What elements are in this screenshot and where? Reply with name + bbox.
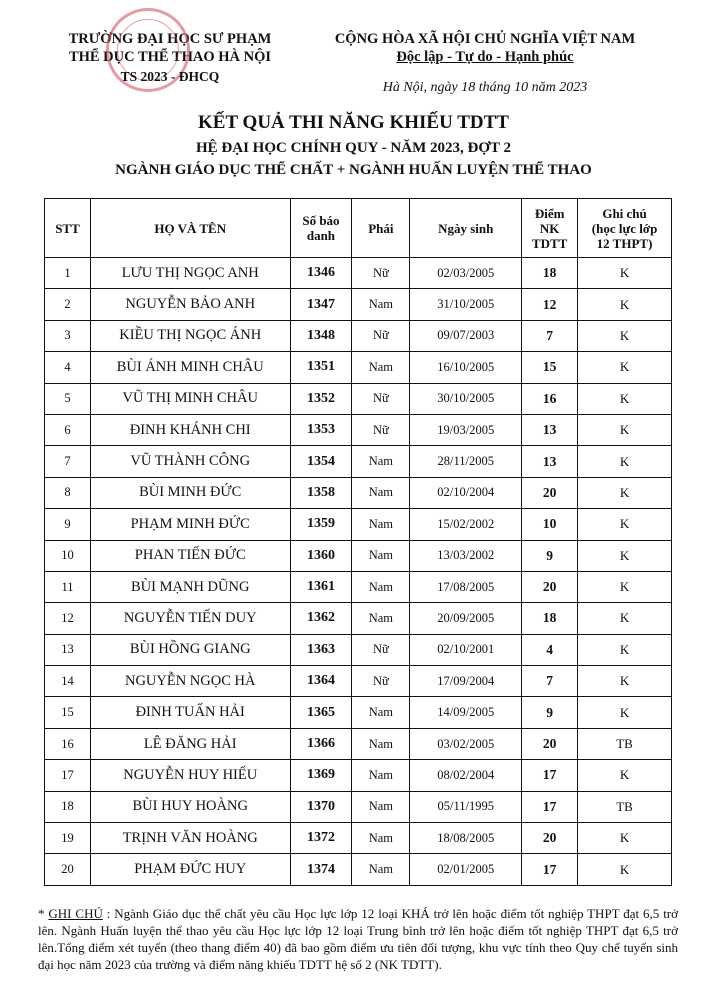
cell-stt: 5 <box>45 383 91 414</box>
table-row <box>45 414 672 445</box>
cell-gender: Nam <box>352 540 410 571</box>
cell-dob: 19/03/2005 <box>410 414 522 445</box>
cell-dob: 03/02/2005 <box>410 728 522 759</box>
cell-dob: 17/09/2004 <box>410 666 522 697</box>
table-row <box>45 760 672 791</box>
cell-note: K <box>578 571 672 602</box>
cell-gender: Nữ <box>352 666 410 697</box>
cell-score: 4 <box>522 634 578 665</box>
cell-sbd: 1364 <box>290 666 352 697</box>
cell-score: 13 <box>522 446 578 477</box>
cell-name: BÙI HỒNG GIANG <box>90 634 290 665</box>
cell-sbd: 1358 <box>290 477 352 508</box>
table-row <box>45 697 672 728</box>
cell-stt: 8 <box>45 477 91 508</box>
cell-dob: 16/10/2005 <box>410 352 522 383</box>
table-row <box>45 728 672 759</box>
cell-dob: 02/03/2005 <box>410 258 522 289</box>
cell-sbd: 1374 <box>290 854 352 885</box>
table-row <box>45 477 672 508</box>
cell-sbd: 1353 <box>290 414 352 445</box>
col-header-note: Ghi chú (học lực lớp 12 THPT) <box>578 199 672 258</box>
cell-sbd: 1352 <box>290 383 352 414</box>
cell-dob: 18/08/2005 <box>410 823 522 854</box>
cell-dob: 15/02/2002 <box>410 509 522 540</box>
page-title: KẾT QUẢ THI NĂNG KHIẾU TDTT <box>198 112 509 133</box>
table-row <box>45 823 672 854</box>
cell-gender: Nam <box>352 760 410 791</box>
cell-dob: 08/02/2004 <box>410 760 522 791</box>
cell-stt: 7 <box>45 446 91 477</box>
cell-sbd: 1347 <box>290 289 352 320</box>
cell-gender: Nam <box>352 603 410 634</box>
cell-name: BÙI MẠNH DŨNG <box>90 571 290 602</box>
cell-name: PHẠM ĐỨC HUY <box>90 854 290 885</box>
cell-name: ĐINH KHÁNH CHI <box>90 414 290 445</box>
cell-sbd: 1348 <box>290 320 352 351</box>
cell-stt: 4 <box>45 352 91 383</box>
table-header-row <box>45 199 672 258</box>
cell-score: 10 <box>522 509 578 540</box>
table-row <box>45 258 672 289</box>
cell-note: K <box>578 352 672 383</box>
cell-score: 18 <box>522 603 578 634</box>
cell-name: BÙI ÁNH MINH CHÂU <box>90 352 290 383</box>
table-row <box>45 383 672 414</box>
cell-stt: 12 <box>45 603 91 634</box>
cell-sbd: 1346 <box>290 258 352 289</box>
footnote-label: GHI CHÚ <box>48 906 103 921</box>
cell-stt: 14 <box>45 666 91 697</box>
cell-stt: 10 <box>45 540 91 571</box>
cell-name: BÙI HUY HOÀNG <box>90 791 290 822</box>
cell-sbd: 1372 <box>290 823 352 854</box>
cell-name: LÊ ĐĂNG HẢI <box>90 728 290 759</box>
col-header-name: HỌ VÀ TÊN <box>90 199 290 258</box>
cell-name: VŨ THÀNH CÔNG <box>90 446 290 477</box>
cell-note: K <box>578 509 672 540</box>
table-row <box>45 352 672 383</box>
cell-sbd: 1361 <box>290 571 352 602</box>
cell-stt: 3 <box>45 320 91 351</box>
cell-score: 16 <box>522 383 578 414</box>
cell-note: K <box>578 289 672 320</box>
cell-dob: 14/09/2005 <box>410 697 522 728</box>
cell-note: K <box>578 666 672 697</box>
school-name-line2: THỂ DỤC THỂ THAO HÀ NỘI <box>68 49 272 65</box>
cell-stt: 13 <box>45 634 91 665</box>
table-row <box>45 854 672 885</box>
cell-gender: Nam <box>352 477 410 508</box>
cell-gender: Nam <box>352 854 410 885</box>
cell-gender: Nữ <box>352 634 410 665</box>
cell-score: 18 <box>522 258 578 289</box>
cell-stt: 11 <box>45 571 91 602</box>
cell-note: K <box>578 854 672 885</box>
cell-note: K <box>578 540 672 571</box>
cell-sbd: 1351 <box>290 352 352 383</box>
cell-stt: 18 <box>45 791 91 822</box>
cell-gender: Nam <box>352 823 410 854</box>
cell-sbd: 1365 <box>290 697 352 728</box>
cell-note: K <box>578 477 672 508</box>
cell-gender: Nam <box>352 697 410 728</box>
cell-sbd: 1359 <box>290 509 352 540</box>
col-header-sbd: Số báo danh <box>290 199 352 258</box>
cell-stt: 16 <box>45 728 91 759</box>
cell-name: VŨ THỊ MINH CHÂU <box>90 383 290 414</box>
col-header-score: Điểm NK TDTT <box>522 199 578 258</box>
table-row <box>45 666 672 697</box>
cell-name: PHAN TIẾN ĐỨC <box>90 540 290 571</box>
cell-score: 17 <box>522 854 578 885</box>
cell-dob: 02/10/2001 <box>410 634 522 665</box>
cell-stt: 20 <box>45 854 91 885</box>
cell-name: KIỀU THỊ NGỌC ÁNH <box>90 320 290 351</box>
col-header-dob: Ngày sinh <box>410 199 522 258</box>
cell-stt: 19 <box>45 823 91 854</box>
table-row <box>45 509 672 540</box>
cell-name: ĐINH TUẤN HẢI <box>90 697 290 728</box>
cell-name: NGUYỄN HUY HIẾU <box>90 760 290 791</box>
cell-score: 7 <box>522 666 578 697</box>
cell-score: 17 <box>522 760 578 791</box>
cell-stt: 6 <box>45 414 91 445</box>
cell-note: K <box>578 603 672 634</box>
footnote-text: : Ngành Giáo dục thể chất yêu cầu Học lực lớp 12 loại KHÁ trở lên hoặc điểm tốt nghiệp THPT đạt 6,5 trở lên. Ngành Huấn luyện thể thao yêu cầu Học lực lớp 12 loại Trung bình trở lên hoặc điểm tốt nghiệp THPT đạt 6,5 trở lên.Tổng điểm xét tuyển (theo thang điểm 40) đã bao gồm điểm ưu tiên đối tượng, khu vực tính theo Quy chế tuyển sinh đại học năm 2023 của trường và điểm năng khiếu TDTT hệ số 2 (NK TDTT). <box>38 906 679 972</box>
cell-note: TB <box>578 791 672 822</box>
cell-dob: 13/03/2002 <box>410 540 522 571</box>
table-row <box>45 320 672 351</box>
table-row <box>45 603 672 634</box>
cell-note: K <box>578 383 672 414</box>
cell-score: 7 <box>522 320 578 351</box>
results-table <box>44 198 672 886</box>
cell-name: NGUYỄN TIẾN DUY <box>90 603 290 634</box>
cell-score: 9 <box>522 540 578 571</box>
cell-sbd: 1354 <box>290 446 352 477</box>
republic-name: CỘNG HÒA XÃ HỘI CHỦ NGHĨA VIỆT NAM <box>334 31 636 47</box>
table-row <box>45 446 672 477</box>
cell-score: 20 <box>522 728 578 759</box>
cell-score: 15 <box>522 352 578 383</box>
cell-note: TB <box>578 728 672 759</box>
subtitle-majors: NGÀNH GIÁO DỤC THỂ CHẤT + NGÀNH HUẤN LUYỆN THỂ THAO <box>115 162 592 178</box>
cell-name: BÙI MINH ĐỨC <box>90 477 290 508</box>
table-row <box>45 540 672 571</box>
table-row <box>45 791 672 822</box>
cell-note: K <box>578 634 672 665</box>
cell-gender: Nữ <box>352 383 410 414</box>
cell-score: 12 <box>522 289 578 320</box>
cell-sbd: 1370 <box>290 791 352 822</box>
document-code: TS 2023 - ĐHCQ <box>120 69 220 84</box>
col-header-stt: STT <box>45 199 91 258</box>
cell-name: NGUYỄN NGỌC HÀ <box>90 666 290 697</box>
cell-sbd: 1369 <box>290 760 352 791</box>
cell-dob: 31/10/2005 <box>410 289 522 320</box>
cell-note: K <box>578 446 672 477</box>
cell-dob: 02/01/2005 <box>410 854 522 885</box>
cell-gender: Nữ <box>352 258 410 289</box>
cell-stt: 2 <box>45 289 91 320</box>
cell-dob: 09/07/2003 <box>410 320 522 351</box>
cell-score: 20 <box>522 477 578 508</box>
cell-name: PHẠM MINH ĐỨC <box>90 509 290 540</box>
cell-gender: Nam <box>352 352 410 383</box>
national-motto: Độc lập - Tự do - Hạnh phúc <box>396 49 574 65</box>
cell-note: K <box>578 823 672 854</box>
cell-dob: 05/11/1995 <box>410 791 522 822</box>
cell-dob: 28/11/2005 <box>410 446 522 477</box>
cell-gender: Nam <box>352 446 410 477</box>
cell-gender: Nam <box>352 289 410 320</box>
table-row <box>45 571 672 602</box>
cell-score: 20 <box>522 571 578 602</box>
cell-sbd: 1362 <box>290 603 352 634</box>
subtitle-program: HỆ ĐẠI HỌC CHÍNH QUY - NĂM 2023, ĐỢT 2 <box>195 140 511 156</box>
cell-gender: Nam <box>352 728 410 759</box>
cell-gender: Nam <box>352 509 410 540</box>
table-row <box>45 289 672 320</box>
table-row <box>45 634 672 665</box>
cell-dob: 02/10/2004 <box>410 477 522 508</box>
cell-sbd: 1363 <box>290 634 352 665</box>
cell-dob: 30/10/2005 <box>410 383 522 414</box>
footnote: * GHI CHÚ : Ngành Giáo dục thể chất yêu cầu Học lực lớp 12 loại KHÁ trở lên hoặc điểm tốt nghiệp THPT đạt 6,5 trở lên. Ngành Huấn luyện thể thao yêu cầu Học lực lớp 12 loại Trung bình trở lên hoặc điểm tốt nghiệp THPT đạt 6,5 trở lên.Tổng điểm xét tuyển (theo thang điểm 40) đã bao gồm điểm ưu tiên đối tượng, khu vực tính theo Quy chế tuyển sinh đại học năm 2023 của trường và điểm năng khiếu TDTT hệ số 2 (NK TDTT). <box>38 906 679 972</box>
cell-stt: 9 <box>45 509 91 540</box>
cell-sbd: 1360 <box>290 540 352 571</box>
cell-gender: Nam <box>352 791 410 822</box>
cell-gender: Nam <box>352 571 410 602</box>
cell-name: TRỊNH VĂN HOÀNG <box>90 823 290 854</box>
national-header <box>300 30 670 66</box>
school-name-line1: TRƯỜNG ĐẠI HỌC SƯ PHẠM <box>68 31 272 47</box>
col-header-gender: Phái <box>352 199 410 258</box>
cell-note: K <box>578 414 672 445</box>
cell-note: K <box>578 760 672 791</box>
cell-note: K <box>578 258 672 289</box>
table-body <box>45 258 672 886</box>
cell-stt: 17 <box>45 760 91 791</box>
cell-note: K <box>578 697 672 728</box>
cell-note: K <box>578 320 672 351</box>
cell-stt: 15 <box>45 697 91 728</box>
cell-score: 9 <box>522 697 578 728</box>
cell-dob: 20/09/2005 <box>410 603 522 634</box>
cell-score: 17 <box>522 791 578 822</box>
cell-name: LƯU THỊ NGỌC ANH <box>90 258 290 289</box>
cell-name: NGUYỄN BẢO ANH <box>90 289 290 320</box>
cell-sbd: 1366 <box>290 728 352 759</box>
cell-score: 20 <box>522 823 578 854</box>
cell-dob: 17/08/2005 <box>410 571 522 602</box>
cell-gender: Nữ <box>352 320 410 351</box>
cell-stt: 1 <box>45 258 91 289</box>
place-date: Hà Nội, ngày 18 tháng 10 năm 2023 <box>382 80 588 95</box>
cell-gender: Nữ <box>352 414 410 445</box>
cell-score: 13 <box>522 414 578 445</box>
